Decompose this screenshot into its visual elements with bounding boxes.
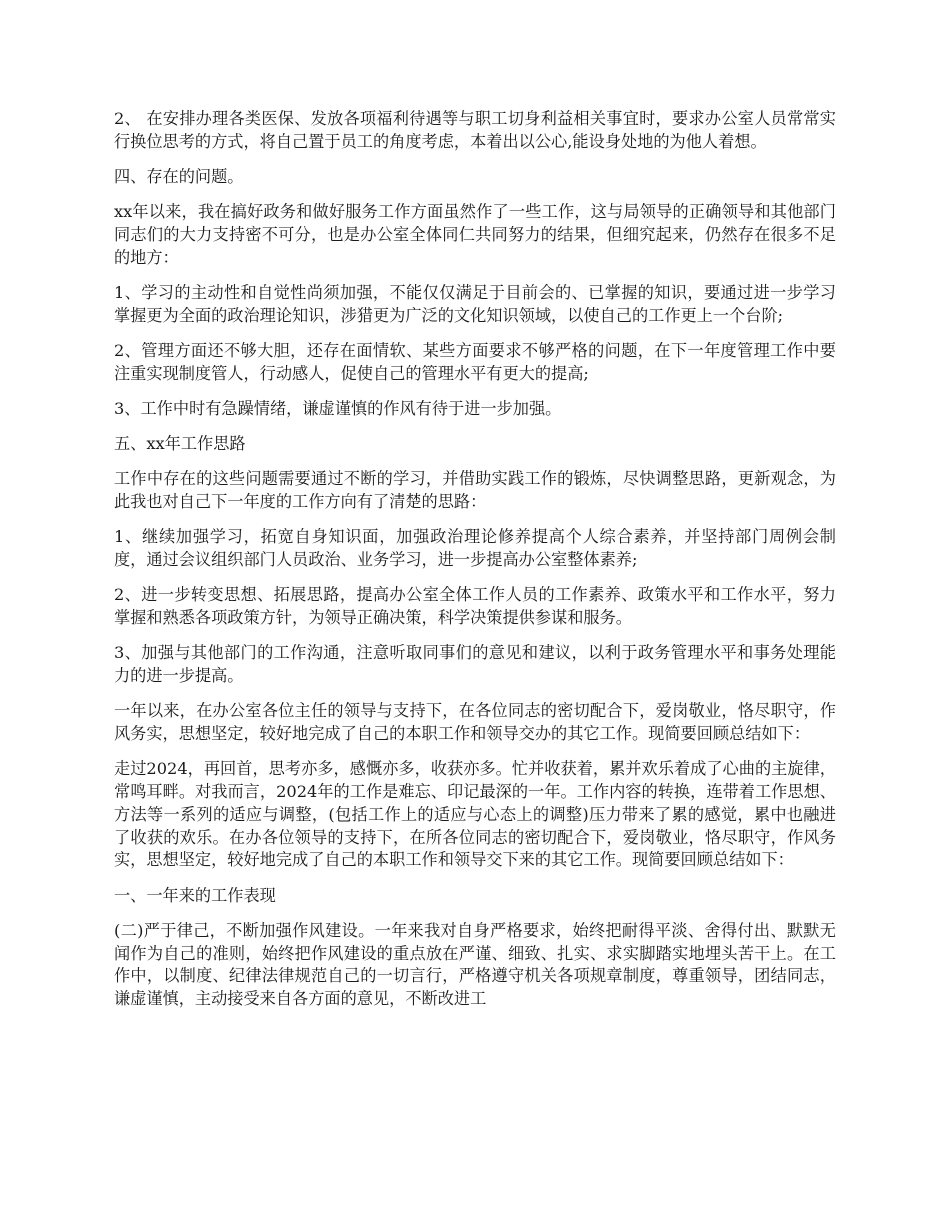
heading-work-plan: 五、xx年工作思路 bbox=[114, 434, 246, 454]
paragraph-plan-3: 3、加强与其他部门的工作沟通，注意听取同事们的意见和建议，以利于政务管理水平和事务处理能力的进一步提高。 bbox=[114, 643, 836, 686]
paragraph-plan-intro: 工作中存在的这些问题需要通过不断的学习，并借助实践工作的锻炼，尽快调整思路，更新观念，为此我也对自己下一年度的工作方向有了清楚的思路： bbox=[114, 469, 836, 512]
paragraph-problems-intro: xx年以来，我在搞好政务和做好服务工作方面虽然作了一些工作，这与局领导的正确领导和其他部门同志们的大力支持密不可分，也是办公室全体同仁共同努力的结果，但细究起来，仍然存在很多不足的地方： bbox=[114, 202, 836, 267]
paragraph-year-summary-intro: 一年以来，在办公室各位主任的领导与支持下，在各位同志的密切配合下，爱岗敬业，恪尽职守，作风务实，思想坚定，较好地完成了自己的本职工作和领导交办的其它工作。现简要回顾总结如下： bbox=[114, 701, 836, 744]
paragraph-problem-3: 3、工作中时有急躁情绪，谦虚谨慎的作风有待于进一步加强。 bbox=[114, 398, 562, 418]
paragraph-self-discipline: (二)严于律己，不断加强作风建设。一年来我对自身严格要求，始终把耐得平淡、舍得付出、默默无闻作为自己的准则，始终把作风建设的重点放在严谨、细致、扎实、求实脚踏实地埋头苦干上。在工作中，以制度、纪律法律规范自己的一切言行，严格遵守机关各项规章制度，尊重领导，团结同志，谦虚谨慎，主动接受来自各方面的意见，不断改进工 bbox=[114, 920, 836, 1009]
paragraph-problem-1: 1、学习的主动性和自觉性尚须加强，不能仅仅满足于目前会的、已掌握的知识，要通过进一步学习掌握更为全面的政治理论知识，涉猎更为广泛的文化知识领域，以使自己的工作更上一个台阶; bbox=[114, 282, 836, 325]
paragraph-problem-2: 2、管理方面还不够大胆，还存在面情软、某些方面要求不够严格的问题，在下一年度管理工作中要注重实现制度管人，行动感人，促使自己的管理水平有更大的提高; bbox=[114, 340, 836, 383]
heading-work-performance: 一、一年来的工作表现 bbox=[114, 885, 276, 905]
paragraph-welfare-empathy: 2、 在安排办理各类医保、发放各项福利待遇等与职工切身利益相关事宜时，要求办公室人员常常实行换位思考的方式，将自己置于员工的角度考虑，本着出以公心,能设身处地的为他人着想。 bbox=[114, 109, 836, 151]
paragraph-year-review: 走过2024，再回首，思考亦多，感慨亦多，收获亦多。忙并收获着，累并欢乐着成了心曲的主旋律，常鸣耳畔。对我而言，2024年的工作是难忘、印记最深的一年。工作内容的转换，连带着工作思想、方法等一系列的适应与调整，(包括工作上的适应与心态上的调整)压力带来了累的感觉，累中也融进了收获的欢乐。在办各位领导的支持下，在所各位同志的密切配合下，爱岗敬业，恪尽职守，作风务实，思想坚定，较好地完成了自己的本职工作和领导交下来的其它工作。现简要回顾总结如下： bbox=[114, 759, 836, 870]
heading-existing-problems: 四、存在的问题。 bbox=[114, 166, 244, 186]
paragraph-plan-1: 1、继续加强学习，拓宽自身知识面，加强政治理论修养提高个人综合素养，并坚持部门周例会制度，通过会议组织部门人员政治、业务学习，进一步提高办公室整体素养; bbox=[114, 527, 836, 570]
paragraph-plan-2: 2、进一步转变思想、拓展思路，提高办公室全体工作人员的工作素养、政策水平和工作水平，努力掌握和熟悉各项政策方针，为领导正确决策，科学决策提供参谋和服务。 bbox=[114, 585, 836, 628]
document-page bbox=[114, 108, 836, 1023]
